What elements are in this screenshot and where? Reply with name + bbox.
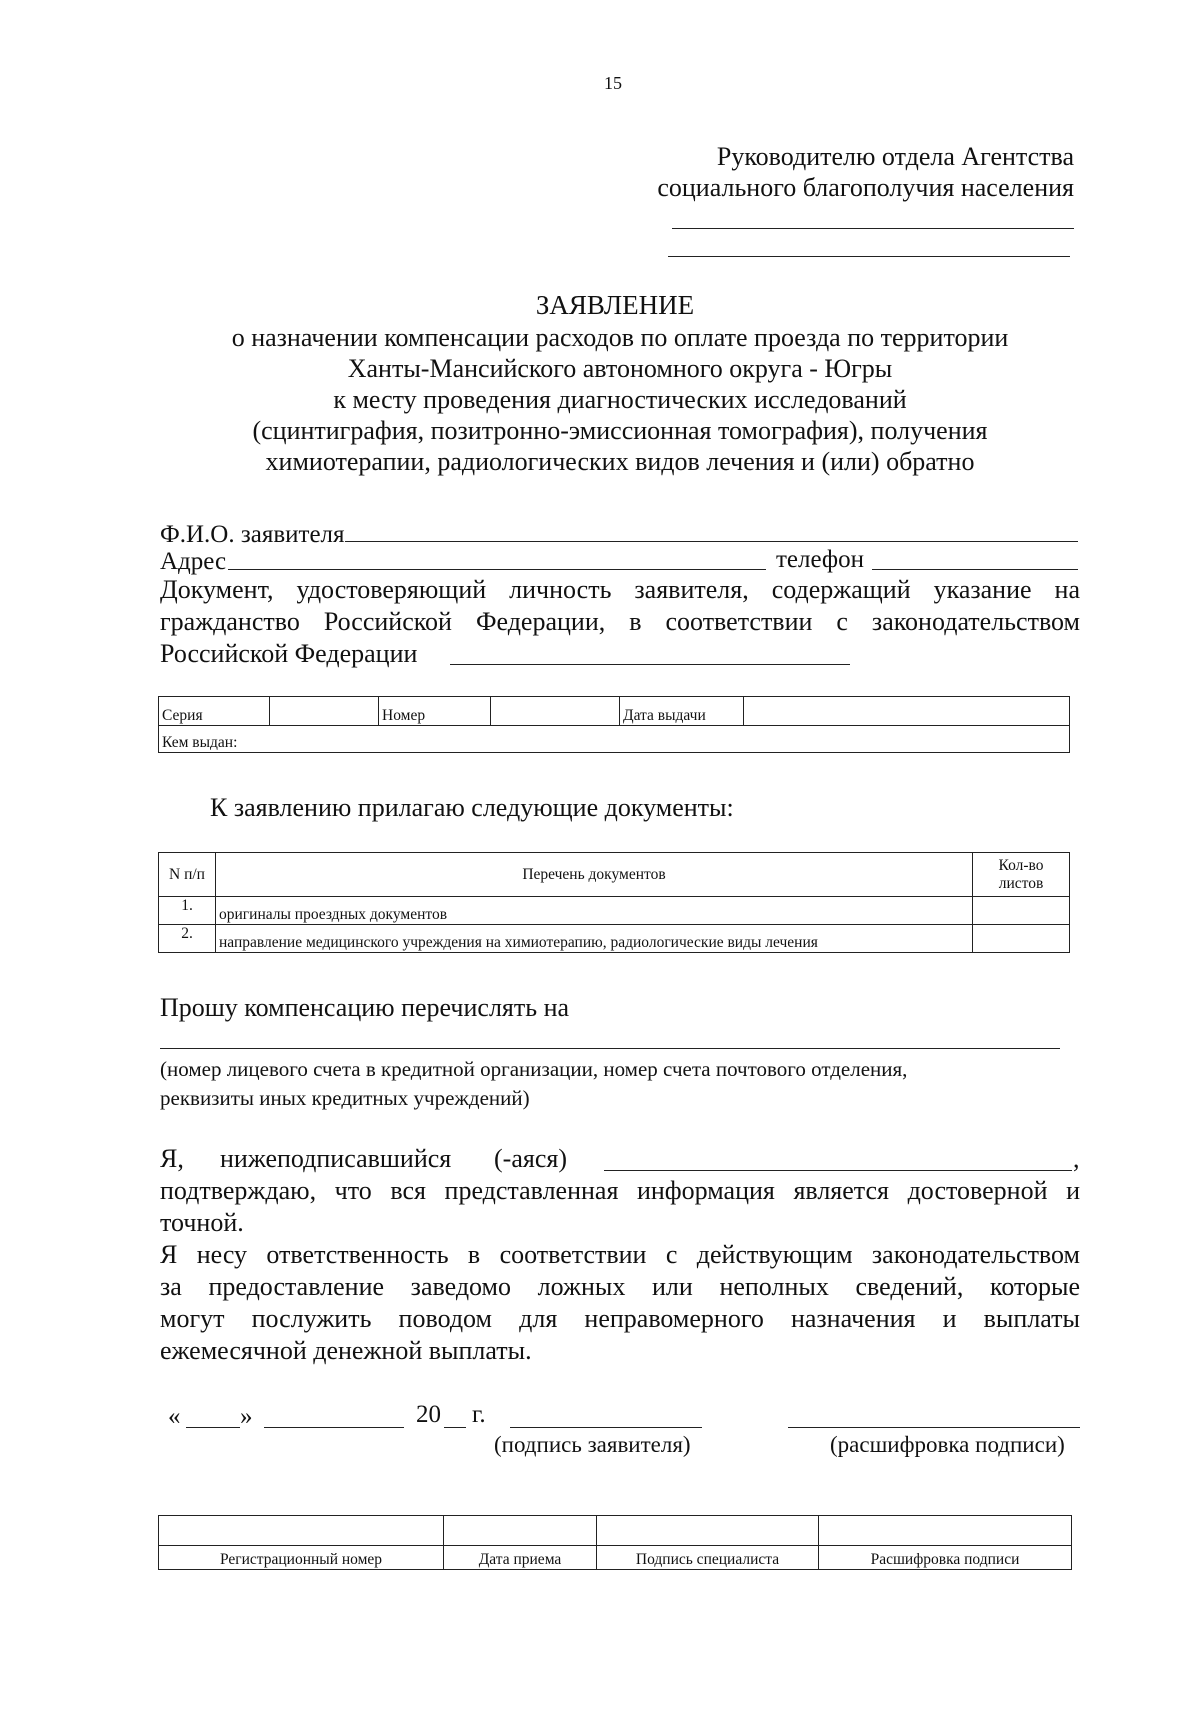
document-subtitle	[140, 322, 1100, 477]
sign-decoding-field[interactable]	[819, 1516, 1072, 1546]
sign-decoding-label: Расшифровка подписи	[819, 1546, 1072, 1570]
number-label: Номер	[379, 697, 491, 726]
date-day-field[interactable]	[186, 1427, 240, 1428]
id-document-text-line-2: гражданство Российской Федерации, в соответствии с законодательством	[160, 607, 1080, 636]
declaration-line-1a: Я,	[160, 1144, 184, 1173]
addressee-line-1: Руководителю отдела Агентства	[716, 142, 1074, 171]
specialist-sign-field[interactable]	[597, 1516, 819, 1546]
specialist-sign-label: Подпись специалиста	[597, 1546, 819, 1570]
reg-number-field[interactable]	[159, 1516, 444, 1546]
row-document-name: направление медицинского учреждения на химиотерапию, радиологические виды лечения	[216, 925, 973, 953]
payment-hint-line-2: реквизиты иных кредитных учреждений)	[160, 1086, 530, 1110]
registration-table	[158, 1515, 1072, 1570]
declaration-line-4: Я несу ответственность в соответствии с действующим законодательством	[160, 1240, 1080, 1269]
date-year-field[interactable]	[444, 1427, 466, 1428]
declaration-line-1b: нижеподписавшийся	[220, 1144, 452, 1173]
declaration-line-2: подтверждаю, что вся представленная информация является достоверной и	[160, 1176, 1080, 1205]
signatory-name-field[interactable]	[604, 1170, 1072, 1171]
declaration-line-7: ежемесячной денежной выплаты.	[160, 1336, 532, 1365]
declaration-line-5: за предоставление заведомо ложных или неполных сведений, которые	[160, 1272, 1080, 1301]
addressee-blank-2[interactable]	[668, 256, 1070, 257]
addressee-blank-1[interactable]	[672, 228, 1074, 229]
address-field[interactable]	[228, 569, 766, 570]
table-row	[159, 925, 1070, 953]
date-year-prefix: 20	[416, 1401, 441, 1428]
id-document-field[interactable]	[450, 664, 850, 665]
fio-label: Ф.И.О. заявителя	[160, 521, 345, 548]
id-document-text-line-1: Документ, удостоверяющий личность заявителя, содержащий указание на	[160, 575, 1080, 604]
number-field[interactable]	[491, 697, 620, 726]
row-num: 1.	[159, 897, 216, 925]
applicant-signature-field[interactable]	[510, 1427, 702, 1428]
row-num: 2.	[159, 925, 216, 953]
signature-decoding-caption: (расшифровка подписи)	[830, 1432, 1065, 1457]
attachments-table	[158, 852, 1070, 953]
date-quote-close: »	[240, 1403, 253, 1430]
date-quote-open: «	[168, 1403, 181, 1430]
phone-field[interactable]	[872, 569, 1078, 570]
row-sheet-count[interactable]	[973, 925, 1070, 953]
phone-label: телефон	[776, 546, 864, 573]
document-title: ЗАЯВЛЕНИЕ	[535, 290, 695, 320]
payment-hint	[160, 1055, 907, 1113]
id-document-table	[158, 696, 1070, 753]
receipt-date-field[interactable]	[444, 1516, 597, 1546]
col-count-header	[973, 853, 1070, 897]
addressee-line-2: социального благополучия населения	[657, 173, 1074, 202]
date-year-suffix: г.	[472, 1401, 486, 1428]
payment-hint-line-1: (номер лицевого счета в кредитной организации, номер счета почтового отделения,	[160, 1057, 908, 1081]
col-count-header-line-2: листов	[998, 874, 1044, 892]
col-num-header: N п/п	[159, 853, 216, 897]
page-number: 15	[604, 73, 622, 93]
row-sheet-count[interactable]	[973, 897, 1070, 925]
address-label: Адрес	[160, 548, 227, 575]
series-field[interactable]	[270, 697, 379, 726]
col-count-header-line-1: Кол-во	[998, 856, 1044, 874]
payment-heading: Прошу компенсацию перечислять на	[160, 993, 570, 1022]
series-label: Серия	[159, 697, 270, 726]
declaration-comma: ,	[1073, 1144, 1080, 1173]
id-document-text-line-3: Российской Федерации	[160, 639, 418, 668]
subtitle-line: к месту проведения диагностических исследований	[333, 385, 907, 414]
issued-by-field[interactable]: Кем выдан:	[159, 726, 1070, 753]
issue-date-label: Дата выдачи	[620, 697, 744, 726]
reg-number-label: Регистрационный номер	[159, 1546, 444, 1570]
subtitle-line: химиотерапии, радиологических видов лечения и (или) обратно	[265, 447, 975, 476]
signature-decoding-field[interactable]	[788, 1427, 1080, 1428]
subtitle-line: (сцинтиграфия, позитронно-эмиссионная томография), получения	[252, 416, 988, 445]
table-row	[159, 897, 1070, 925]
row-document-name: оригиналы проездных документов	[216, 897, 973, 925]
declaration-line-3: точной.	[160, 1208, 244, 1237]
date-month-field[interactable]	[264, 1427, 404, 1428]
payment-account-field[interactable]	[160, 1048, 1060, 1049]
applicant-signature-caption: (подпись заявителя)	[494, 1432, 691, 1457]
issue-date-field[interactable]	[744, 697, 1070, 726]
col-list-header: Перечень документов	[216, 853, 973, 897]
subtitle-line: Ханты-Мансийского автономного округа - Югры	[347, 354, 893, 383]
declaration-line-1c: (-аяся)	[494, 1144, 567, 1173]
fio-field[interactable]	[345, 541, 1078, 542]
attachments-heading: К заявлению прилагаю следующие документы:	[210, 793, 734, 822]
declaration-line-6: могут послужить поводом для неправомерного назначения и выплаты	[160, 1304, 1080, 1333]
subtitle-line: о назначении компенсации расходов по оплате проезда по территории	[231, 323, 1009, 352]
receipt-date-label: Дата приема	[444, 1546, 597, 1570]
